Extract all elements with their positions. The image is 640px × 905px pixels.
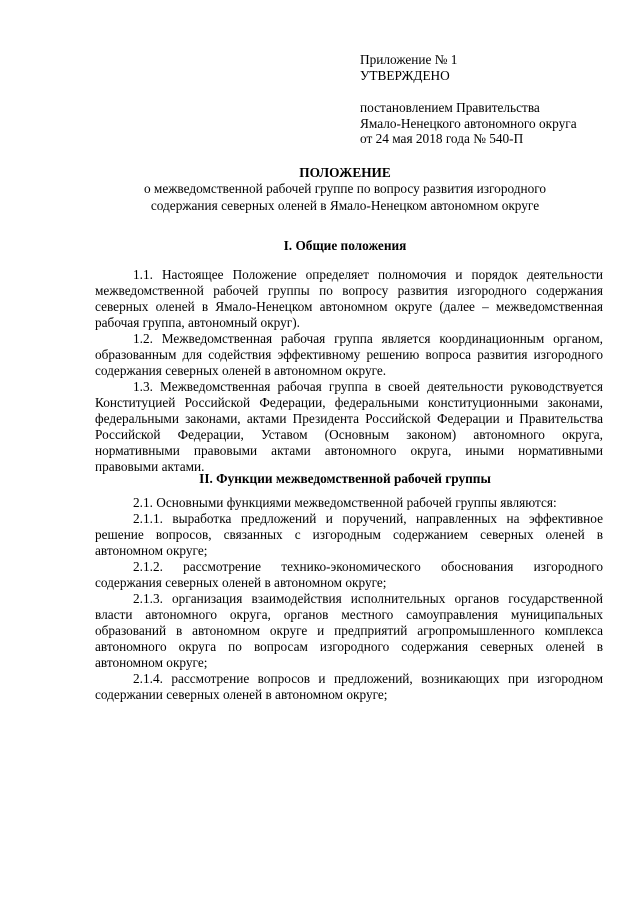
document-subtitle bbox=[100, 181, 590, 214]
paragraph-1-2: 1.2. Межведомственная рабочая группа является координационным органом, образованным для содействия эффективному решению вопроса развития изгородного содержания северных оленей в автономном округе. bbox=[95, 331, 603, 378]
paragraph-1-3: 1.3. Межведомственная рабочая группа в своей деятельности руководствуется Конституцией Российской Федерации, федеральными конституционными законами, федеральными законами, актами Президента Российской Федерации и Правительства Российской Федерации, Уставом (Основным законом) автономного округа, нормативными правовыми актами автономного округа, иными нормативными правовыми актами. bbox=[95, 379, 603, 474]
decree-line-2: Ямало-Ненецкого автономного округа bbox=[360, 115, 577, 131]
appendix-label: Приложение № 1 bbox=[360, 52, 458, 67]
paragraph-2-1: 2.1. Основными функциями межведомственной рабочей группы являются: bbox=[133, 495, 557, 510]
decree-line-1: постановлением Правительства bbox=[360, 100, 540, 115]
paragraph-1-1: 1.1. Настоящее Положение определяет полномочия и порядок деятельности межведомственной рабочей группы по вопросу развития изгородного содержания северных оленей в Ямало-Ненецком автономном округе (далее – межведомственная рабочая группа, автономный округ). bbox=[95, 267, 603, 330]
decree-line-3: от 24 мая 2018 года № 540-П bbox=[360, 131, 524, 146]
document-title: ПОЛОЖЕНИЕ bbox=[299, 165, 391, 180]
approved-label: УТВЕРЖДЕНО bbox=[360, 67, 450, 83]
paragraph-2-1-3: 2.1.3. организация взаимодействия исполнительных органов государственной власти автономного округа, органов местного самоуправления муниципальных образований в автономном округе и предприятий агропромышленного комплекса автономного округа по вопросам изгородного содержания северных оленей в автономном округе; bbox=[95, 591, 603, 670]
section-1-body bbox=[95, 267, 603, 475]
paragraph-2-1-1: 2.1.1. выработка предложений и поручений, направленных на эффективное решение вопросов, связанных с изгородным содержанием северных оленей в автономном округе; bbox=[95, 511, 603, 558]
paragraph-2-1-4: 2.1.4. рассмотрение вопросов и предложений, возникающих при изгородном содержании северных оленей в автономном округе; bbox=[95, 671, 603, 702]
approval-header bbox=[360, 52, 630, 147]
paragraph-2-1-2: 2.1.2. рассмотрение технико-экономического обоснования изгородного содержания северных оленей в автономном округе; bbox=[95, 559, 603, 590]
subtitle-line-2: содержания северных оленей в Ямало-Ненецком автономном округе bbox=[150, 197, 540, 213]
section-1-heading: I. Общие положения bbox=[283, 238, 407, 253]
section-2-heading: II. Функции межведомственной рабочей группы bbox=[199, 471, 491, 486]
section-2-body bbox=[95, 495, 603, 703]
subtitle-line-1: о межведомственной рабочей группе по вопросу развития изгородного bbox=[143, 181, 547, 196]
